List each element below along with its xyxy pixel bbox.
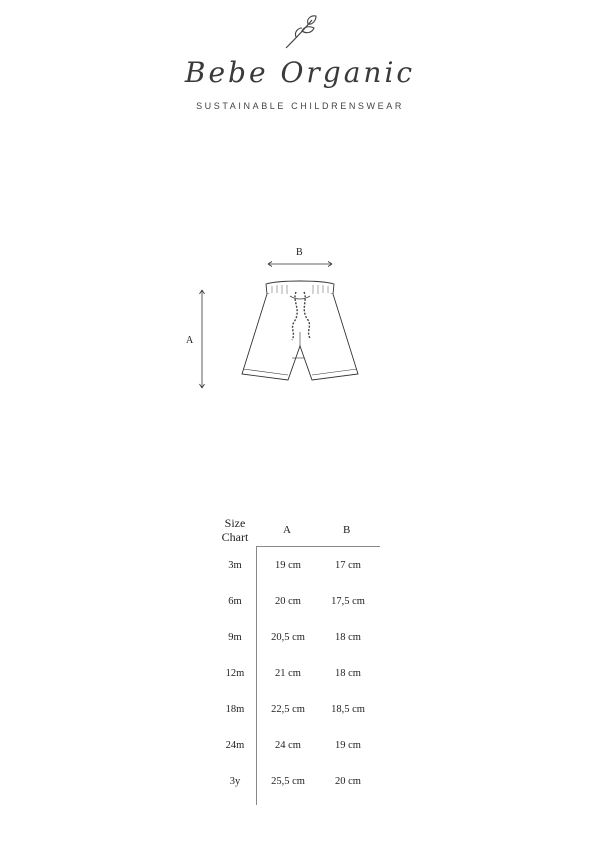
- table-row: [200, 668, 400, 684]
- measure-a-cell: 24 cm: [275, 740, 301, 751]
- table-row: [200, 740, 400, 756]
- dimension-a-label: A: [186, 335, 194, 346]
- size-cell: 18m: [225, 704, 245, 715]
- table-row: [200, 776, 400, 792]
- table-row: [200, 560, 400, 576]
- measure-a-cell: 20,5 cm: [271, 632, 305, 643]
- measure-a-cell: 25,5 cm: [271, 776, 305, 787]
- table-row: [200, 596, 400, 612]
- brand-name: Bebe Organic: [184, 56, 416, 89]
- shorts-measurement-diagram: [180, 240, 400, 400]
- measure-b-cell: 19 cm: [335, 740, 361, 751]
- measure-b-cell: 17,5 cm: [331, 596, 365, 607]
- size-cell: 12m: [225, 668, 245, 679]
- size-cell: 6m: [228, 596, 242, 607]
- table-row: [200, 632, 400, 648]
- size-cell: 9m: [228, 632, 242, 643]
- brand-tagline: SUSTAINABLE CHILDRENSWEAR: [196, 101, 404, 111]
- measure-b-cell: 20 cm: [335, 776, 361, 787]
- measure-b-cell: 18 cm: [335, 668, 361, 679]
- measure-a-cell: 20 cm: [275, 596, 301, 607]
- measure-a-cell: 21 cm: [275, 668, 301, 679]
- size-cell: 3m: [228, 560, 242, 571]
- measure-a-cell: 19 cm: [275, 560, 301, 571]
- size-header-line2: Chart: [221, 530, 249, 544]
- size-cell: 3y: [229, 776, 241, 787]
- dimension-b-label: B: [296, 247, 303, 258]
- column-a-header: A: [283, 524, 291, 536]
- header-divider: [256, 546, 380, 547]
- size-chart-table: [200, 510, 400, 810]
- measure-b-cell: 18 cm: [335, 632, 361, 643]
- size-chart-header: [214, 516, 256, 544]
- size-header-line1: Size: [224, 516, 246, 530]
- measure-b-cell: 17 cm: [335, 560, 361, 571]
- measure-b-cell: 18,5 cm: [331, 704, 365, 715]
- table-row: [200, 704, 400, 720]
- leaf-logo-icon: [278, 14, 324, 52]
- measure-a-cell: 22,5 cm: [271, 704, 305, 715]
- size-cell: 24m: [225, 740, 245, 751]
- column-b-header: B: [343, 524, 351, 536]
